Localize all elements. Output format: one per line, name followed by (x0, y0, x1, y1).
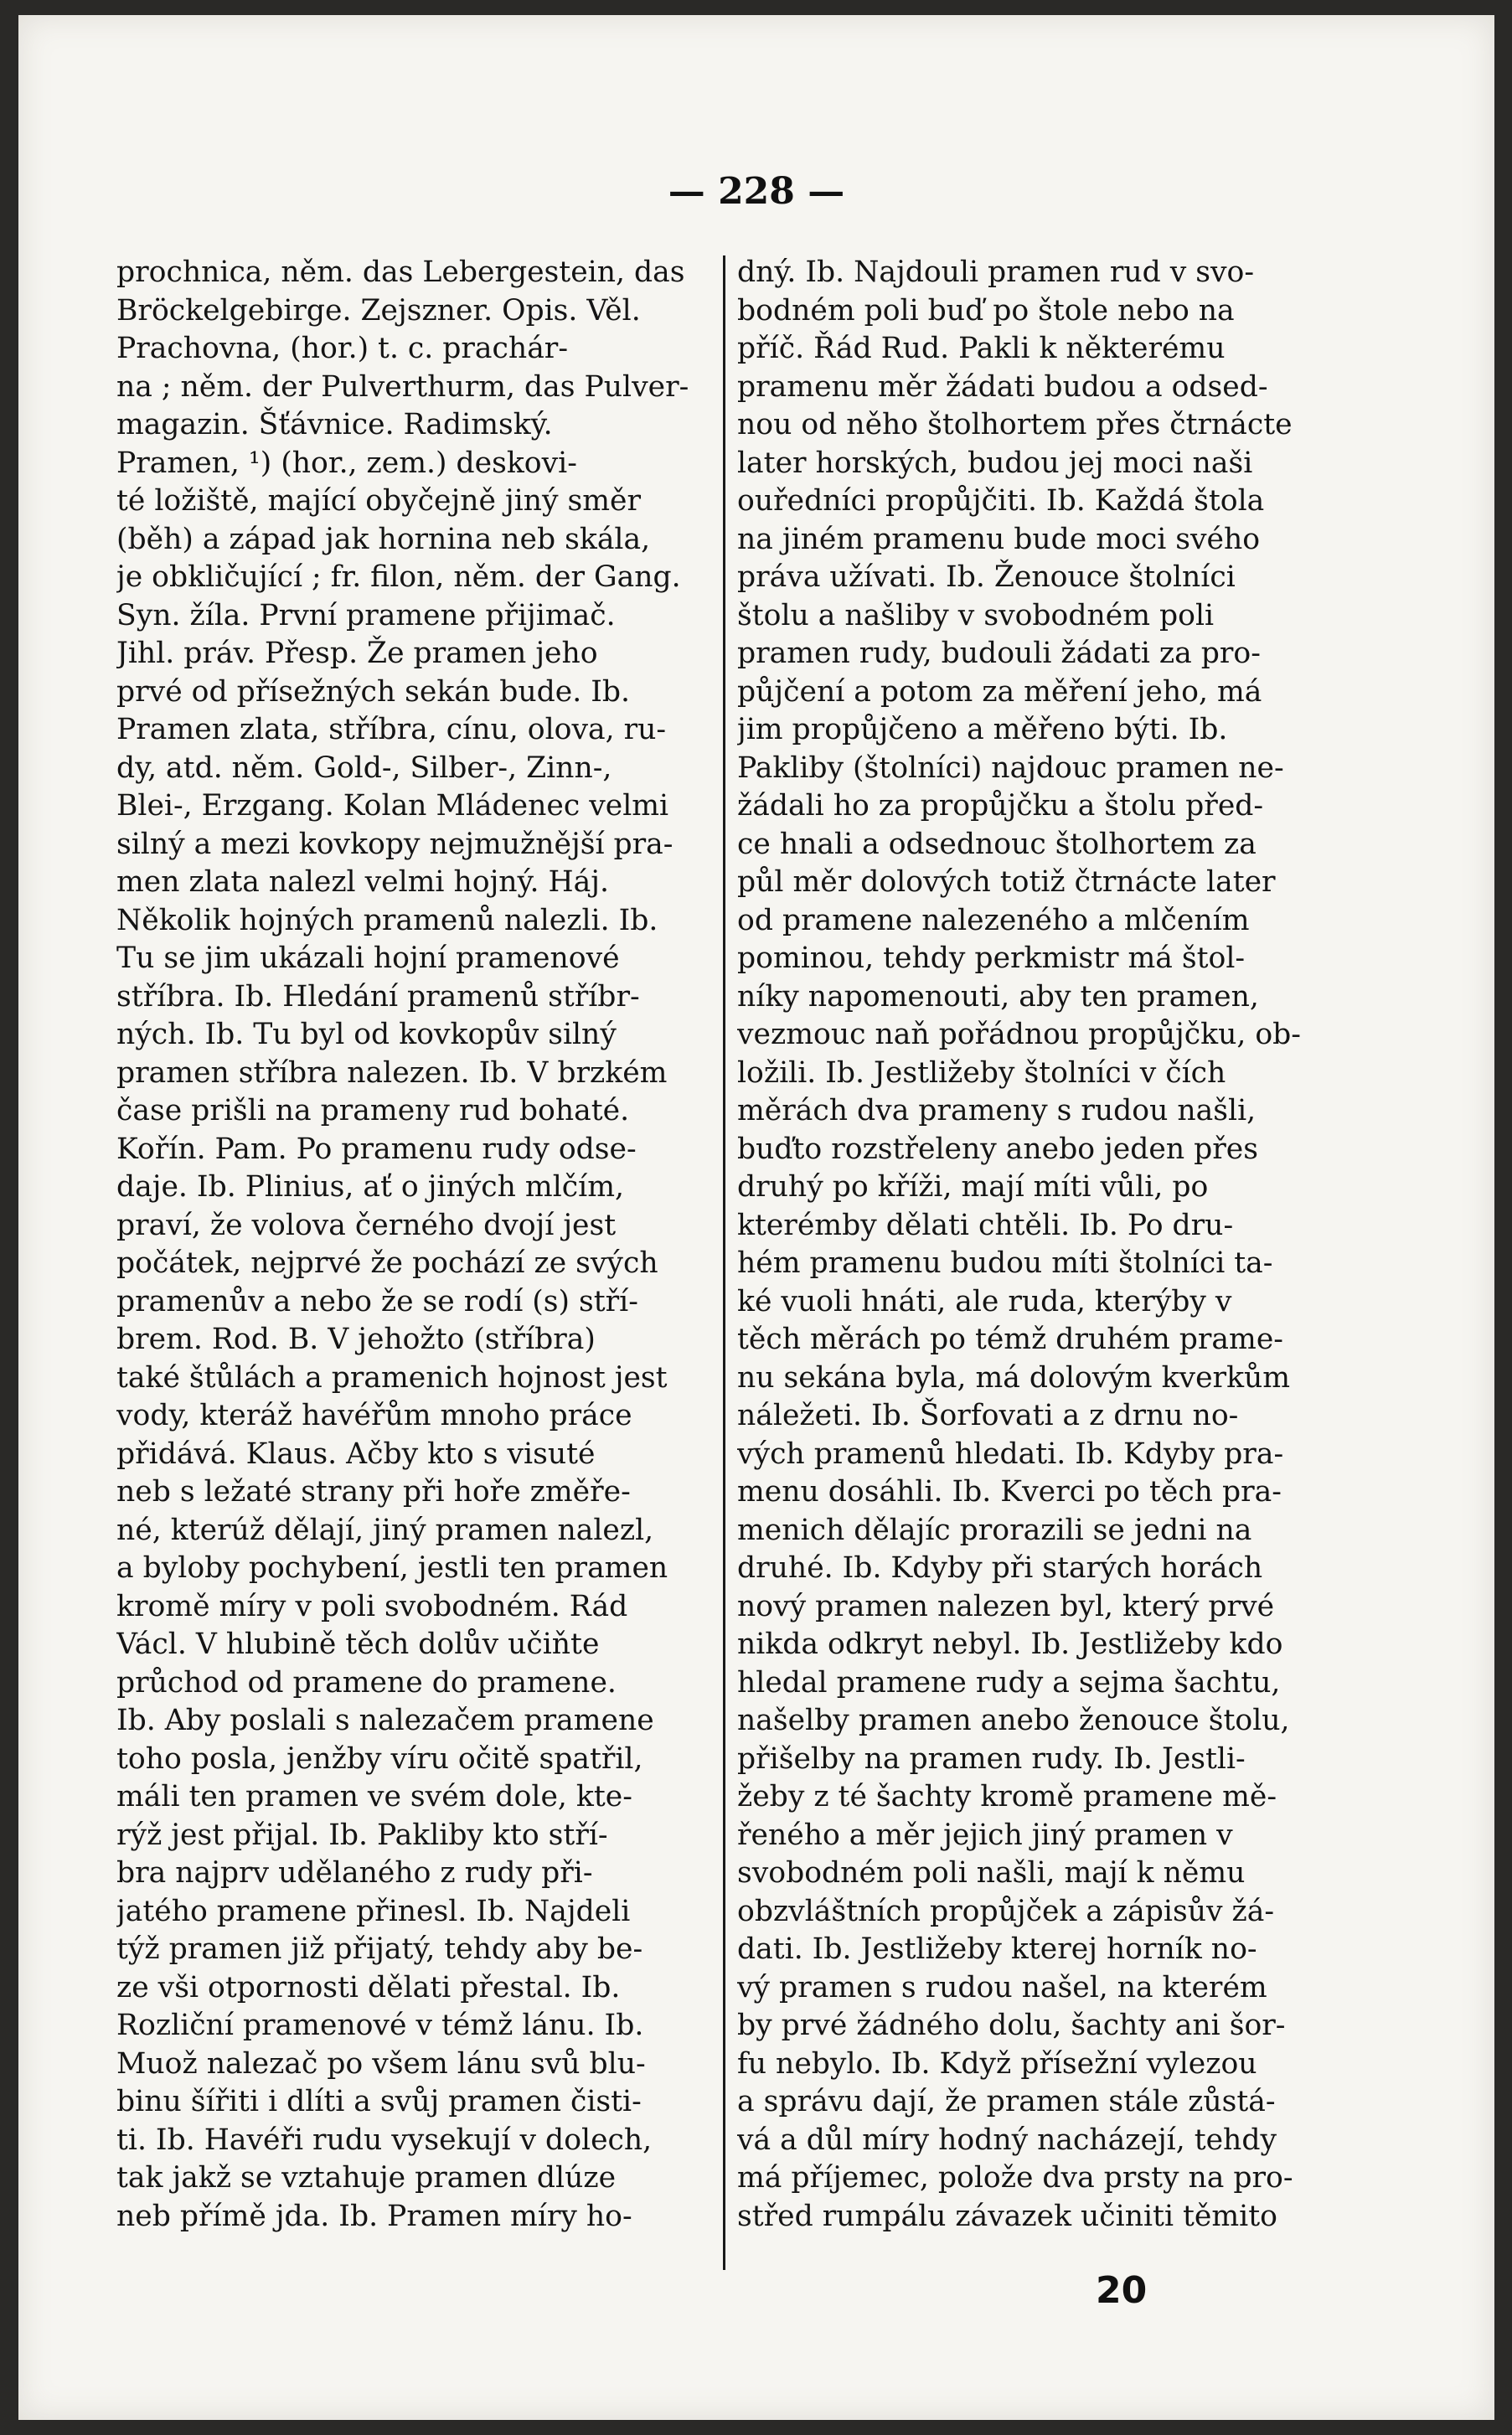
text-line: kromě míry v poli svobodném. Rád (116, 1589, 628, 1623)
text-line: brem. Rod. B. V jehožto (stříbra) (116, 1323, 596, 1356)
text-line: řeného a měr jejich jiný pramen v (737, 1818, 1233, 1852)
text-line: na ; něm. der Pulverthurm, das Pulver- (116, 369, 689, 404)
text-line: Bröckelgebirge. Zejszner. Opis. Věl. (116, 293, 641, 328)
text-line: vá a důl míry hodný nacházejí, tehdy (737, 2123, 1277, 2157)
text-line: pramenův a nebo že se rodí (s) stří- (116, 1284, 638, 1318)
text-line: (běh) a západ jak hornina neb skála, (116, 522, 651, 556)
text-line: neb s ležaté strany při hoře změře- (116, 1475, 631, 1509)
text-line: daje. Ib. Plinius, ať o jiných mlčím, (116, 1170, 624, 1204)
text-line: by prvé žádného dolu, šachty ani šor- (737, 2009, 1286, 2042)
text-line: práva užívati. Ib. Ženouce štolníci (737, 560, 1236, 594)
text-line: binu šířiti i dlíti a svůj pramen čisti- (116, 2085, 642, 2118)
text-line: hém pramenu budou míti štolníci ta- (737, 1246, 1273, 1280)
text-line: ti. Ib. Havéři rudu vysekují v dolech, (116, 2123, 653, 2157)
text-line: pominou, tehdy perkmistr má štol- (737, 941, 1246, 975)
text-line: vý pramen s rudou našel, na kterém (737, 1970, 1267, 2004)
text-line: nou od něho štolhortem přes čtrnácte (737, 408, 1293, 441)
text-line: Ib. Aby poslali s nalezačem pramene (116, 1704, 654, 1737)
text-line: máli ten pramen ve svém dole, kte- (116, 1780, 632, 1813)
text-line: přišelby na pramen rudy. Ib. Jestli- (737, 1741, 1246, 1776)
text-line: ouředníci propůjčiti. Ib. Každá štola (737, 484, 1265, 518)
text-line: Tu se jim ukázali hojní pramenové (116, 941, 620, 975)
book-page (18, 15, 1494, 2420)
text-line: našelby pramen anebo ženouce štolu, (737, 1704, 1290, 1737)
text-line: na jiném pramenu bude moci svého (737, 522, 1261, 556)
signature-mark: 20 (1096, 2269, 1148, 2312)
text-line: vody, kteráž havéřům mnoho práce (116, 1399, 632, 1432)
text-line: neb přímě jda. Ib. Pramen míry ho- (116, 2199, 632, 2233)
text-line: jatého pramene přinesl. Ib. Najdeli (116, 1894, 631, 1928)
text-line: dný. Ib. Najdouli pramen rud v svo- (737, 255, 1255, 289)
text-line: tak jakž se vztahuje pramen dlúze (116, 2161, 617, 2195)
text-line: Prachovna, (hor.) t. c. prachár- (116, 332, 569, 365)
text-line: later horských, budou jej moci naši (737, 446, 1253, 480)
text-line: hledal pramene rudy a sejma šachtu, (737, 1665, 1281, 1700)
text-line: pramenu měr žádati budou a odsed- (737, 369, 1268, 404)
text-line: prochnica, něm. das Lebergestein, das (116, 255, 685, 289)
text-line: Rozliční pramenové v témž lánu. Ib. (116, 2009, 644, 2042)
text-line: náležeti. Ib. Šorfovati a z drnu no- (737, 1399, 1239, 1432)
text-line: fu nebylo. Ib. Když přísežní vylezou (737, 2046, 1257, 2081)
text-line: žádali ho za propůjčku a štolu před- (737, 789, 1264, 823)
text-line: žeby z té šachty kromě pramene mě- (737, 1780, 1277, 1813)
text-line: Pramen, ¹) (hor., zem.) deskovi- (116, 446, 577, 480)
text-line: Blei-, Erzgang. Kolan Mládenec velmi (116, 789, 669, 823)
text-line: Pakliby (štolníci) najdouc pramen ne- (737, 751, 1284, 785)
text-line: druhé. Ib. Kdyby při starých horách (737, 1551, 1263, 1585)
text-line: prvé od přísežných sekán bude. Ib. (116, 674, 630, 709)
text-line: kterémby dělati chtěli. Ib. Po dru- (737, 1208, 1234, 1242)
left-text-column (116, 254, 718, 2236)
text-line: vých pramenů hledati. Ib. Kdyby pra- (737, 1437, 1284, 1471)
text-line: Muož nalezač po všem lánu svů blu- (116, 2046, 646, 2081)
text-line: počátek, nejprvé že pochází ze svých (116, 1246, 658, 1280)
text-line: stříbra. Ib. Hledání pramenů stříbr- (116, 979, 640, 1014)
text-line: nu sekána byla, má dolovým kverkům (737, 1360, 1291, 1395)
text-line: průchod od pramene do pramene. (116, 1665, 617, 1700)
text-line: Václ. V hlubině těch dolův učiňte (116, 1628, 600, 1661)
text-line: druhý po kříži, mají míti vůli, po (737, 1170, 1209, 1204)
text-line: čase prišli na prameny rud bohaté. (116, 1094, 630, 1127)
right-text-column (737, 254, 1339, 2236)
text-line: půjčení a potom za měření jeho, má (737, 674, 1262, 709)
text-line: té ložiště, mající obyčejně jiný směr (116, 484, 642, 518)
text-line: a správu dají, že pramen stále zůstá- (737, 2085, 1276, 2118)
text-line: jim propůjčeno a měřeno býti. Ib. (737, 713, 1228, 746)
text-line: a byloby pochybení, jestli ten pramen (116, 1551, 668, 1585)
text-line: ze vši otpornosti dělati přestal. Ib. (116, 1970, 621, 2004)
text-line: ce hnali a odsednouc štolhortem za (737, 827, 1257, 861)
text-line: půl měr dolových totiž čtrnácte later (737, 865, 1276, 899)
text-line: menich dělajíc prorazili se jedni na (737, 1513, 1252, 1547)
text-line: pramen stříbra nalezen. Ib. V brzkém (116, 1055, 668, 1090)
text-line: silný a mezi kovkopy nejmužnější pra- (116, 827, 673, 861)
text-line: menu dosáhli. Ib. Kverci po těch pra- (737, 1475, 1282, 1509)
page-number: — 228 — (668, 170, 845, 213)
text-line: ných. Ib. Tu byl od kovkopův silný (116, 1018, 617, 1051)
text-line: ké vuoli hnáti, ale ruda, kterýby v (737, 1284, 1232, 1318)
text-line: ložili. Ib. Jestližeby štolníci v čích (737, 1055, 1226, 1090)
text-line: Kořín. Pam. Po pramenu rudy odse- (116, 1132, 637, 1166)
text-line: těch měrách po témž druhém prame- (737, 1323, 1283, 1356)
text-line: štolu a našliby v svobodném poli (737, 598, 1215, 632)
text-line: měrách dva prameny s rudou našli, (737, 1094, 1257, 1127)
text-line: toho posla, jenžby víru očitě spatřil, (116, 1741, 643, 1776)
text-line: Pramen zlata, stříbra, cínu, olova, ru- (116, 713, 667, 746)
text-line: od pramene nalezeného a mlčením (737, 903, 1250, 937)
text-line: né, kterúž dělají, jiný pramen nalezl, (116, 1513, 654, 1547)
text-line: příč. Řád Rud. Pakli k některému (737, 332, 1226, 365)
text-line: praví, že volova černého dvojí jest (116, 1208, 617, 1242)
text-line: níky napomenouti, aby ten pramen, (737, 979, 1259, 1014)
text-line: rýž jest přijal. Ib. Pakliby kto stří- (116, 1818, 608, 1852)
text-line: bra najprv udělaného z rudy při- (116, 1856, 593, 1890)
text-line: přidává. Klaus. Ačby kto s visuté (116, 1437, 596, 1471)
text-line: Syn. žíla. První pramene přijimač. (116, 598, 616, 632)
text-line: vezmouc naň pořádnou propůjčku, ob- (737, 1018, 1301, 1051)
text-line: men zlata nalezl velmi hojný. Háj. (116, 865, 609, 899)
text-line: magazin. Šťávnice. Radimský. (116, 408, 553, 441)
text-line: buďto rozstřeleny anebo jeden přes (737, 1132, 1258, 1166)
text-line: nový pramen nalezen byl, který prvé (737, 1589, 1275, 1623)
text-line: střed rumpálu závazek učiniti těmito (737, 2199, 1277, 2233)
text-line: má příjemec, polože dva prsty na pro- (737, 2161, 1293, 2195)
text-line: Jihl. práv. Přesp. Že pramen jeho (116, 637, 598, 670)
text-line: pramen rudy, budouli žádati za pro- (737, 637, 1261, 670)
text-line: nikda odkryt nebyl. Ib. Jestližeby kdo (737, 1628, 1283, 1661)
text-line: týž pramen již přijatý, tehdy aby be- (116, 1932, 643, 1966)
text-line: obzvláštních propůjček a zápisův žá- (737, 1894, 1275, 1928)
text-line: je obkličující ; fr. filon, něm. der Gang. (116, 560, 681, 594)
text-line: také štůlách a pramenich hojnost jest (116, 1360, 668, 1395)
text-line: dy, atd. něm. Gold-, Silber-, Zinn-, (116, 751, 612, 785)
text-line: dati. Ib. Jestližeby kterej horník no- (737, 1932, 1257, 1966)
column-divider (723, 255, 725, 2270)
text-line: bodném poli buď po štole nebo na (737, 293, 1235, 328)
text-line: svobodném poli našli, mají k němu (737, 1856, 1246, 1890)
text-line: Několik hojných pramenů nalezli. Ib. (116, 903, 658, 937)
